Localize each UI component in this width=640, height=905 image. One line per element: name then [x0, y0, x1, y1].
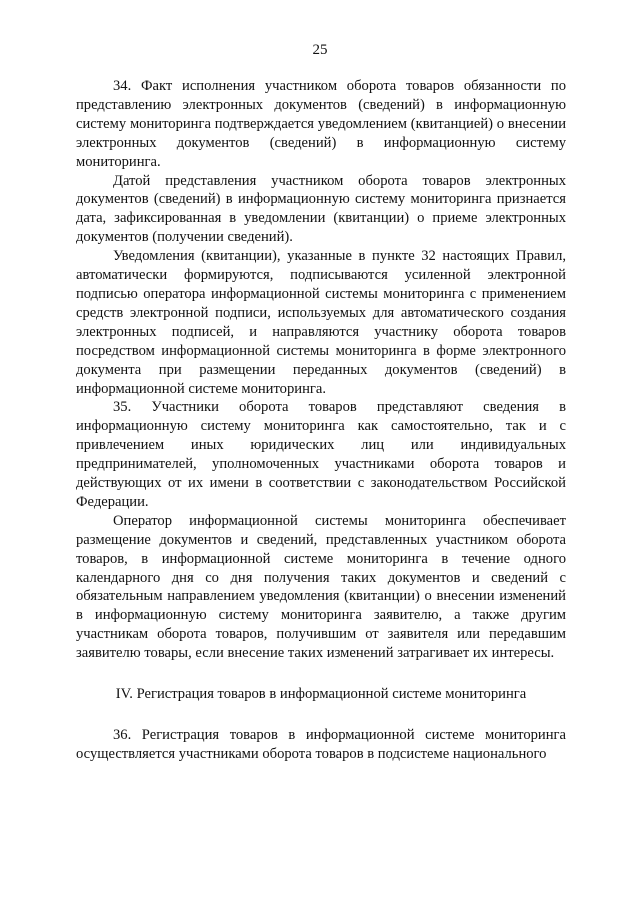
paragraph-34: 34. Факт исполнения участником оборота товаров обязанности по представлению электронных документов (сведений) в информационную систему мониторинга подтверждается уведомлением (квитанцией) о внесении электронных документов (сведений) в информационную систему мониторинга. — [76, 78, 566, 170]
section-heading: IV. Регистрация товаров в информационной системе мониторинга — [115, 686, 527, 703]
paragraph-35: 35. Участники оборота товаров представляют сведения в информационную систему мониторинга как самостоятельно, так и с привлечением иных юридических лиц или индивидуальных предпринимателей, уполномоченных участниками оборота товаров и действующих от их имени в соответствии с законодательством Российской Федерации. — [76, 399, 566, 510]
paragraph-notifications: Уведомления (квитанции), указанные в пункте 32 настоящих Правил, автоматически формируются, подписываются усиленной электронной подписью оператора информационной системы мониторинга с применением средств электронной подписи, используемых для автоматического создания электронных подписей, и направляются участнику оборота товаров посредством информационной системы мониторинга в форме электронного документа при размещении переданных документов (сведений) в информационной системе мониторинга. — [76, 248, 566, 397]
paragraph-operator-obligations: Оператор информационной системы мониторинга обеспечивает размещение документов и сведений, представленных участником оборота товаров, в информационной системе мониторинга в течение одного календарного дня со дня получения таких документов и сведений с обязательным направлением уведомления (квитанции) о внесении изменений в информационную систему мониторинга заявителю, а также другим участникам оборота товаров, получившим от заявителя или передавшим заявителю товары, если внесение таких изменений затрагивает их интересы. — [76, 512, 566, 662]
paragraph-36: 36. Регистрация товаров в информационной системе мониторинга осуществляется участниками оборота товаров в подсистеме национального — [76, 727, 566, 762]
page-number: 25 — [312, 42, 328, 58]
paragraph-date-of-submission: Датой представления участником оборота товаров электронных документов (сведений) в информационную систему мониторинга признается дата, зафиксированная в уведомлении (квитанции) о приеме электронных документов (получении сведений). — [76, 172, 566, 246]
document-body — [76, 77, 566, 764]
